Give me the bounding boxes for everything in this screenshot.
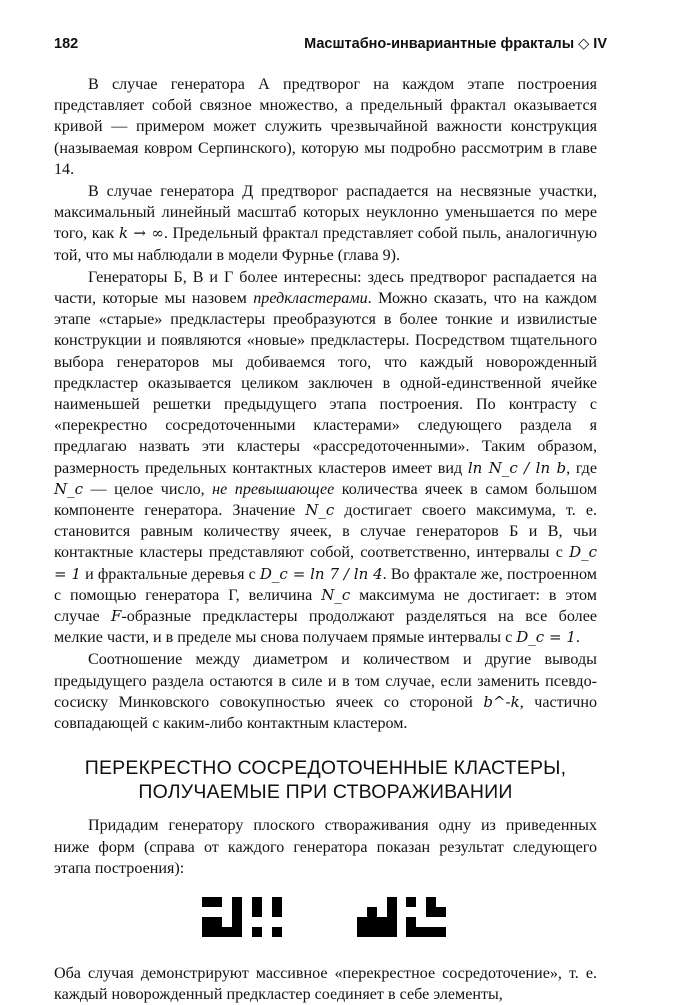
- paragraph-curdling-generator: Придадим генератору плоского створаживания одну из приведенных ниже форм (справа от каждого генератора показан результат следующего этапа построения):: [54, 817, 597, 877]
- text-run: , где: [566, 459, 597, 477]
- page-number: 182: [54, 36, 79, 52]
- grid-cell: [367, 917, 377, 927]
- text-run: максимума не достигает: в этом случае: [54, 586, 597, 626]
- text-run: количества ячеек в самом большом компоненте генератора. Значение: [54, 480, 597, 520]
- grid-cell: [272, 897, 282, 907]
- grid-cell: [212, 927, 222, 937]
- running-title: [304, 36, 607, 52]
- text-run: . Можно сказать, что на каждом этапе «старые» предкластеры преобразуются в более тонкие и извилистые конструкции и появляются «новые» предкластеры. Посредством тщательного выбора генераторов мы добиваемся того, что каждый новорожденный предкластер оказывается целиком заключен в одной-единственной ячейке наименьшей решетки предыдущего этапа построения. По контрасту с «перекрестно сосредоточенными кластерами» следующего раздела я предлагаю назвать эти кластеры «рассредоточенными». Таким образом, размерность предельных контактных кластеров имеет вид: [54, 290, 597, 477]
- text-run: — целое число,: [83, 480, 213, 498]
- grid-cell: [406, 927, 416, 937]
- grid-cell: [406, 917, 416, 927]
- generator-2-figure: [357, 897, 397, 937]
- text-run: .: [575, 629, 580, 647]
- grid-cell: [272, 927, 282, 937]
- paragraph-preclusters: [54, 267, 597, 649]
- math-dc: D_c = 1: [516, 628, 576, 647]
- grid-cell: [202, 927, 212, 937]
- grid-cell: [377, 927, 387, 937]
- page-header: [54, 36, 607, 58]
- grid-cell: [426, 907, 436, 917]
- grid-cell: [377, 917, 387, 927]
- text-run: Генераторы Б, В и Г более интересны: здесь предтворог распадается на части, которые мы назовем: [54, 268, 597, 308]
- grid-cell: [416, 927, 426, 937]
- grid-cell: [212, 917, 222, 927]
- grid-cell: [212, 897, 222, 907]
- emphasis-not-exceeding: не превышающее: [212, 480, 335, 498]
- grid-cell: [436, 907, 446, 917]
- grid-cell: [436, 927, 446, 937]
- text-run: . Предельный фрактал представляет собой пыль, аналогичную той, что мы наблюдали в модели Фурнье (глава 9).: [54, 225, 597, 264]
- grid-cell: [367, 907, 377, 917]
- grid-cell: [252, 927, 262, 937]
- grid-cell: [202, 897, 212, 907]
- text-run: . Во фрактале же, построенном с помощью генератора Г, величина: [54, 565, 597, 604]
- generator-1-figure: [202, 897, 242, 937]
- text-run: достигает своего максимума, т. е. становится равным количеству ячеек, в случае генераторов Б и В, чьи контактные кластеры представляют собой, соответственно, интервалы с: [54, 502, 597, 562]
- generator-2-next-stage-figure: [406, 897, 446, 937]
- grid-cell: [387, 927, 397, 937]
- page-body: [54, 74, 597, 1005]
- grid-cell: [357, 927, 367, 937]
- section-title: [54, 756, 597, 804]
- grid-cell: [272, 907, 282, 917]
- paragraph-generator-d: [54, 181, 597, 266]
- math-nc: N_c: [321, 585, 351, 604]
- math-cell-side: b^-k: [483, 692, 520, 711]
- text-run: Соотношение между диаметром и количеством и другие выводы предыдущего раздела остаются в силе и в том случае, если заменить псевдо-сосиску Минковского совокупностью ячеек со стороной: [54, 651, 597, 711]
- grid-cell: [232, 907, 242, 917]
- grid-cell: [202, 917, 212, 927]
- grid-cell: [232, 897, 242, 907]
- grid-cell: [252, 897, 262, 907]
- math-dc: D_c = 1: [54, 543, 597, 583]
- grid-cell: [387, 907, 397, 917]
- grid-cell: [367, 927, 377, 937]
- grid-cell: [232, 917, 242, 927]
- math-nc: N_c: [54, 479, 84, 498]
- grid-cell: [232, 927, 242, 937]
- grid-cell: [426, 897, 436, 907]
- paragraph-minkowski: [54, 649, 597, 734]
- running-title-text: Масштабно-инвариантные фракталы: [304, 36, 575, 52]
- generator-figures: [54, 887, 597, 957]
- term-preclusters: предкластерами: [253, 290, 368, 308]
- section-title-line-2: ПОЛУЧАЕМЫЕ ПРИ СТВОРАЖИВАНИИ: [138, 781, 513, 804]
- section-title-line-1: ПЕРЕКРЕСТНО СОСРЕДОТОЧЕННЫЕ КЛАСТЕРЫ,: [84, 757, 567, 780]
- grid-cell: [252, 907, 262, 917]
- grid-cell: [426, 927, 436, 937]
- math-f: F: [111, 607, 122, 626]
- paragraph-cross-concentration: Оба случая демонстрируют массивное «перекрестное сосредоточение», т. е. каждый новорожденный предкластер соединяет в себе элементы,: [54, 964, 597, 1004]
- grid-cell: [357, 917, 367, 927]
- text-run: , частично совпадающей с каким-либо контактным кластером.: [54, 693, 598, 733]
- chapter-number: IV: [593, 36, 607, 52]
- text-run: и фрактальные деревья с: [80, 565, 260, 583]
- math-limit: k → ∞: [118, 224, 164, 243]
- grid-cell: [387, 917, 397, 927]
- grid-cell: [387, 897, 397, 907]
- math-dimension-formula: ln N_c / ln b: [467, 458, 567, 477]
- generator-1-next-stage-figure: [252, 897, 292, 937]
- grid-cell: [222, 927, 232, 937]
- paragraph-generator-a: В случае генератора А предтворог на каждом этапе построения представляет собой связное множество, а предельный фрактал оказывается кривой — примером может служить чрезвычайной важности конструкция (называемая ковром Серпинского), которую мы подробно рассмотрим в главе 14.: [54, 76, 597, 178]
- grid-cell: [406, 897, 416, 907]
- text-run: В случае генератора Д предтворог распадается на несвязные участки, максимальный линейный масштаб которых неуклонно уменьшается по мере того, как: [54, 183, 597, 243]
- text-run: -образные предкластеры продолжают разделяться на все более мелкие части, и в пределе мы снова получаем прямые интервалы с: [54, 608, 597, 647]
- math-nc: N_c: [305, 501, 335, 520]
- math-dc: D_c = ln 7 / ln 4: [259, 564, 383, 583]
- diamond-icon: ◇: [578, 36, 590, 52]
